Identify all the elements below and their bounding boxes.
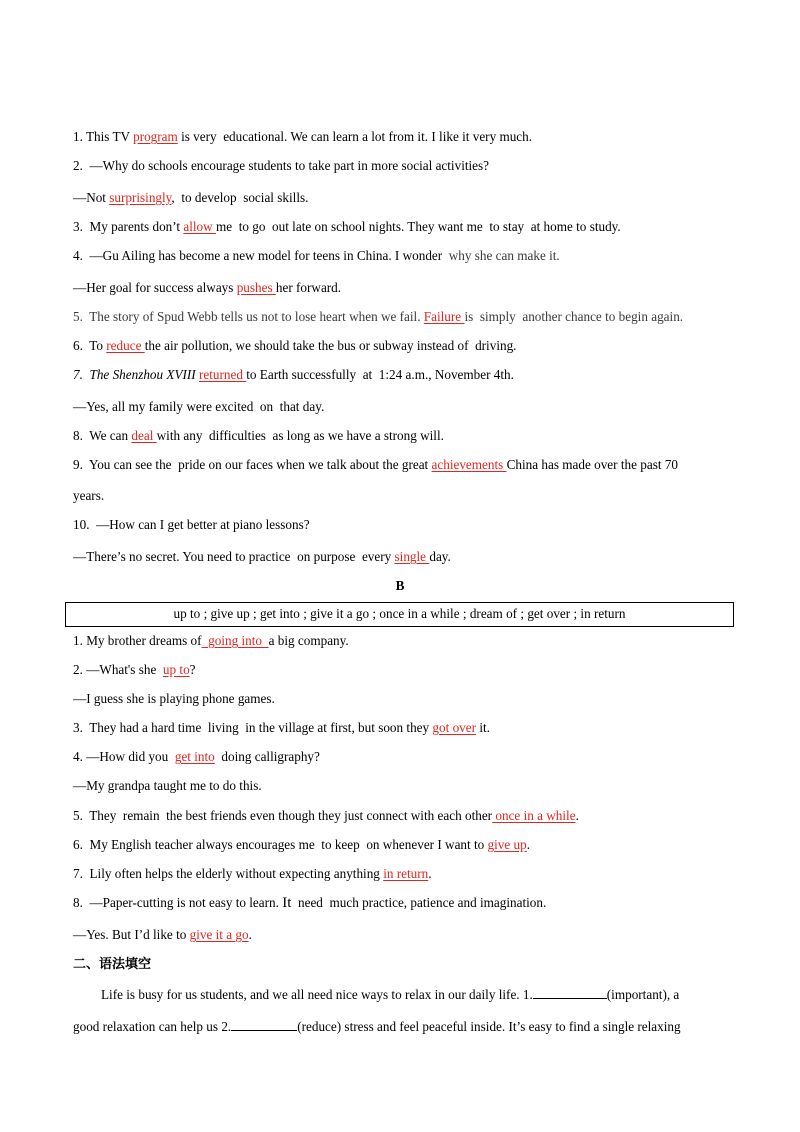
b-line-6: —My grandpa taught me to do this. xyxy=(73,778,262,793)
a-line-7: 5. The story of Spud Webb tells us not to lose heart when we fail. Failure is simply another chance to begin again. xyxy=(73,309,684,324)
a-line-15: —There’s no secret. You need to practice on purpose every single day. xyxy=(73,549,451,564)
a-line-8: 6. To reduce the air pollution, we should take the bus or subway instead of driving. xyxy=(73,338,517,353)
b-line-5: 4. —How did you get into doing calligraphy? xyxy=(73,749,320,764)
word-bank-box: up to ; give up ; get into ; give it a go ; once in a while ; dream of ; get over ; in return xyxy=(65,602,734,627)
a-line-13: years. xyxy=(73,488,105,503)
answer-text: reduce xyxy=(106,338,145,353)
a-line-10: —Yes, all my family were excited on that day. xyxy=(73,399,325,414)
b-line-9: 7. Lily often helps the elderly without expecting anything in return. xyxy=(73,866,432,881)
answer-text: give up xyxy=(487,837,527,852)
b-line-2: 2. —What's she up to? xyxy=(73,662,196,677)
answer-text: Failure xyxy=(423,309,465,324)
answer-text: in return xyxy=(383,866,429,881)
a-line-2: 2. —Why do schools encourage students to take part in more social activities? xyxy=(73,158,490,173)
blank-1[interactable] xyxy=(533,986,607,999)
answer-text: program xyxy=(133,129,178,144)
a-line-14: 10. —How can I get better at piano lessons? xyxy=(73,517,310,532)
answer-text: up to xyxy=(162,662,190,677)
answer-text: get into xyxy=(174,749,215,764)
b-line-8: 6. My English teacher always encourages me to keep on whenever I want to give up. xyxy=(73,837,531,852)
a-line-4: 3. My parents don’t allow me to go out late on school nights. They want me to stay at home to study. xyxy=(73,219,621,234)
section-heading: 二、语法填空 xyxy=(73,957,152,972)
b-line-10: 8. —Paper-cutting is not easy to learn. It need much practice, patience and imagination. xyxy=(73,895,547,911)
paragraph-line-1: Life is busy for us students, and we all need nice ways to relax in our daily life. 1. (important), a xyxy=(101,987,680,1002)
a-line-3: —Not surprisingly, to develop social skills. xyxy=(73,190,309,205)
a-line-1: 1. This TV program is very educational. We can learn a lot from it. I like it very much. xyxy=(73,129,533,144)
b-line-1: 1. My brother dreams of going into a big company. xyxy=(73,633,349,648)
b-line-4: 3. They had a hard time living in the village at first, but soon they got over it. xyxy=(73,720,490,735)
answer-text: going into xyxy=(201,633,269,648)
answer-text: achievements xyxy=(431,457,507,472)
answer-text: allow xyxy=(183,219,216,234)
section-b-title: B xyxy=(395,578,405,593)
a-line-5: 4. —Gu Ailing has become a new model for teens in China. I wonder why she can make it. xyxy=(73,248,560,263)
a-line-6: —Her goal for success always pushes her forward. xyxy=(73,280,342,295)
answer-text: once in a while xyxy=(492,808,576,823)
answer-text: surprisingly xyxy=(109,190,172,205)
b-line-11: —Yes. But I’d like to give it a go. xyxy=(73,927,252,942)
answer-text: give it a go xyxy=(189,927,249,942)
a-line-11: 8. We can deal with any difficulties as long as we have a strong will. xyxy=(73,428,444,443)
a-line-12: 9. You can see the pride on our faces when we talk about the great achievements China has made over the past 70 xyxy=(73,457,678,472)
b-line-7: 5. They remain the best friends even though they just connect with each other once in a while. xyxy=(73,808,579,823)
answer-text: pushes xyxy=(236,280,276,295)
answer-text: single xyxy=(394,549,430,564)
paragraph-line-2: good relaxation can help us 2. (reduce) stress and feel peaceful inside. It’s easy to find a single relaxing xyxy=(73,1019,681,1034)
answer-text: got over xyxy=(432,720,477,735)
blank-2[interactable] xyxy=(231,1018,297,1031)
a-line-9: 7. The Shenzhou XVIII returned to Earth successfully at 1:24 a.m., November 4th. xyxy=(73,367,514,382)
answer-text: returned xyxy=(199,367,247,382)
answer-text: deal xyxy=(131,428,157,443)
b-line-3: —I guess she is playing phone games. xyxy=(73,691,275,706)
